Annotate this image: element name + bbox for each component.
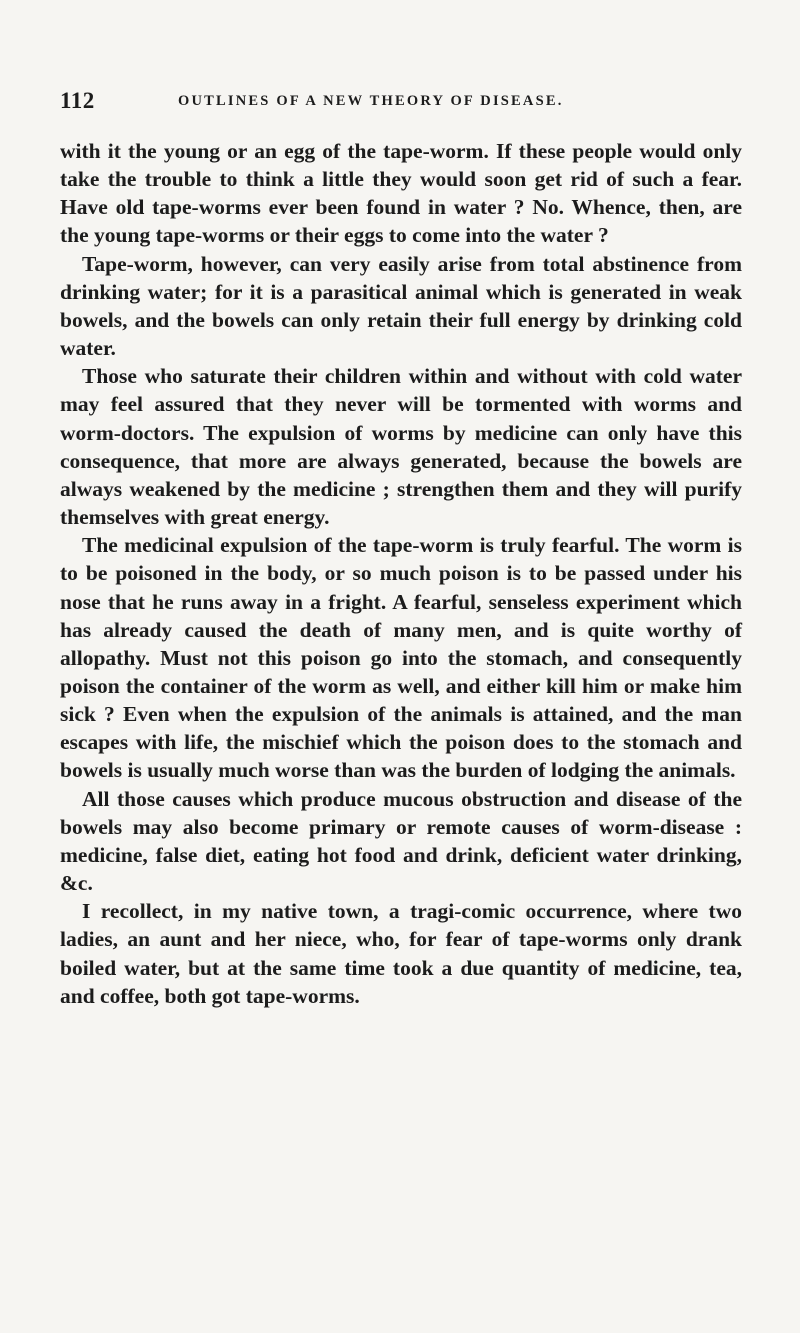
paragraph: Those who saturate their children within and without with cold water may feel assured that they never will be tormented with worms and worm-doctors. The expulsion of worms by medicine can only have this consequence, that more are always generated, because the bowels are always weakened by the medicine ; strengthen them and they will purify themselves with great energy. xyxy=(60,364,742,530)
page-number: 112 xyxy=(60,88,95,113)
paragraph: Tape-worm, however, can very easily arise from total abstinence from drinking water; for it is a parasitical animal which is generated in weak bowels, and the bowels can only retain their full energy by drinking cold water. xyxy=(60,251,742,361)
paragraph: The medicinal expulsion of the tape-worm is truly fearful. The worm is to be poisoned in the body, or so much poison is to be passed under his nose that he runs away in a fright. A fearful, senseless experiment which has already caused the death of many men, and is quite worthy of allopathy. Must not this poison go into the stomach, and consequently poison the container of the worm as well, and either kill him or make him sick ? Even when the expulsion of the animals is attained, and the man escapes with life, the mischief which the poison does to the stomach and bowels is usually much worse than was the burden of lodging the animals. xyxy=(60,533,742,783)
paragraph-continuation: with it the young or an egg of the tape-worm. If these people would only take the trouble to think a little they would soon get rid of such a fear. Have old tape-worms ever been found in water ? No. Whence, then, are the young tape-worms or their eggs to come into the water ? xyxy=(60,139,742,248)
paragraph: I recollect, in my native town, a tragi-comic occurrence, where two ladies, an aunt and her niece, who, for fear of tape-worms only drank boiled water, but at the same time took a due quantity of medicine, tea, and coffee, both got tape-worms. xyxy=(60,899,742,1008)
body-text xyxy=(60,137,742,1010)
paragraph: All those causes which produce mucous obstruction and disease of the bowels may also become primary or remote causes of worm-disease : medicine, false diet, eating hot food and drink, deficient water drinking, &c. xyxy=(60,786,742,896)
running-title: OUTLINES OF A NEW THEORY OF DISEASE. xyxy=(178,93,564,109)
page-header xyxy=(60,88,750,120)
